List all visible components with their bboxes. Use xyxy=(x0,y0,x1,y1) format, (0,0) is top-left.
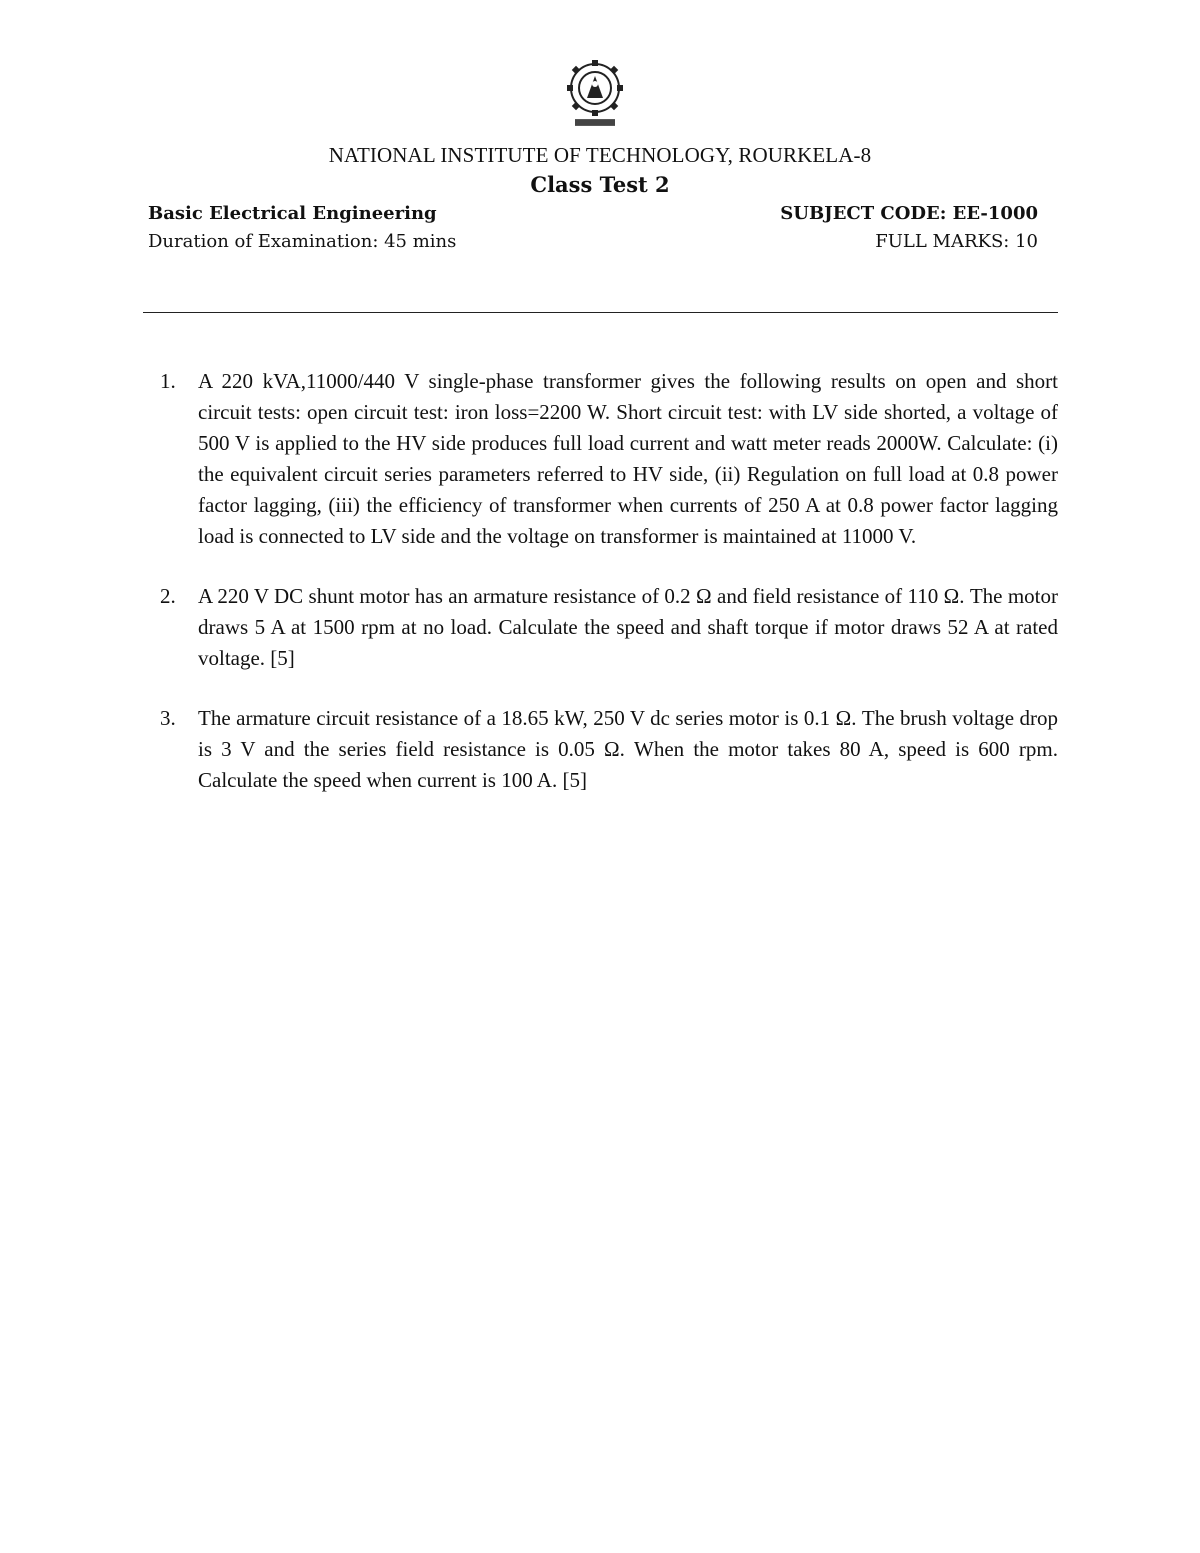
question-number: 2. xyxy=(160,584,176,608)
subject-name: Basic Electrical Engineering xyxy=(148,203,437,224)
question-text: A 220 kVA,11000/440 V single-phase transformer gives the following results on open and short circuit tests: open circuit test: iron loss=2200 W. Short circuit test: with LV side shorted, a voltage of 500 V is applied to the HV side produces full load current and watt meter reads 2000W. Calculate: (i) the equivalent circuit series parameters referred to HV side, (ii) Regulation on full load at 0.8 power factor lagging, (iii) the efficiency of transformer when currents of 250 A at 0.8 power factor lagging load is connected to LV side and the voltage on transformer is maintained at 11000 V. xyxy=(198,369,1058,548)
institute-name: NATIONAL INSTITUTE OF TECHNOLOGY, ROURKELA-8 xyxy=(328,143,872,167)
question-2 xyxy=(160,581,1058,674)
test-title: Class Test 2 xyxy=(530,172,670,197)
institute-logo xyxy=(557,58,633,130)
exam-duration: Duration of Examination: 45 mins xyxy=(148,231,457,252)
exam-info-row xyxy=(148,231,1038,252)
question-1 xyxy=(160,366,1058,552)
gear-emblem-icon xyxy=(557,58,633,130)
header-divider xyxy=(143,312,1058,313)
question-number: 1. xyxy=(160,369,176,393)
question-3 xyxy=(160,703,1058,796)
subject-code: SUBJECT CODE: EE-1000 xyxy=(780,203,1038,224)
question-text: A 220 V DC shunt motor has an armature resistance of 0.2 Ω and field resistance of 110 Ω. The motor draws 5 A at 1500 rpm at no load. Calculate the speed and shaft torque if motor draws 52 A at rated voltage. [5] xyxy=(198,584,1058,670)
question-number: 3. xyxy=(160,706,176,730)
full-marks: FULL MARKS: 10 xyxy=(875,231,1038,252)
subject-row xyxy=(148,203,1038,224)
question-text: The armature circuit resistance of a 18.65 kW, 250 V dc series motor is 0.1 Ω. The brush voltage drop is 3 V and the series field resistance is 0.05 Ω. When the motor takes 80 A, speed is 600 rpm. Calculate the speed when current is 100 A. [5] xyxy=(198,706,1058,792)
question-list xyxy=(160,366,1058,825)
